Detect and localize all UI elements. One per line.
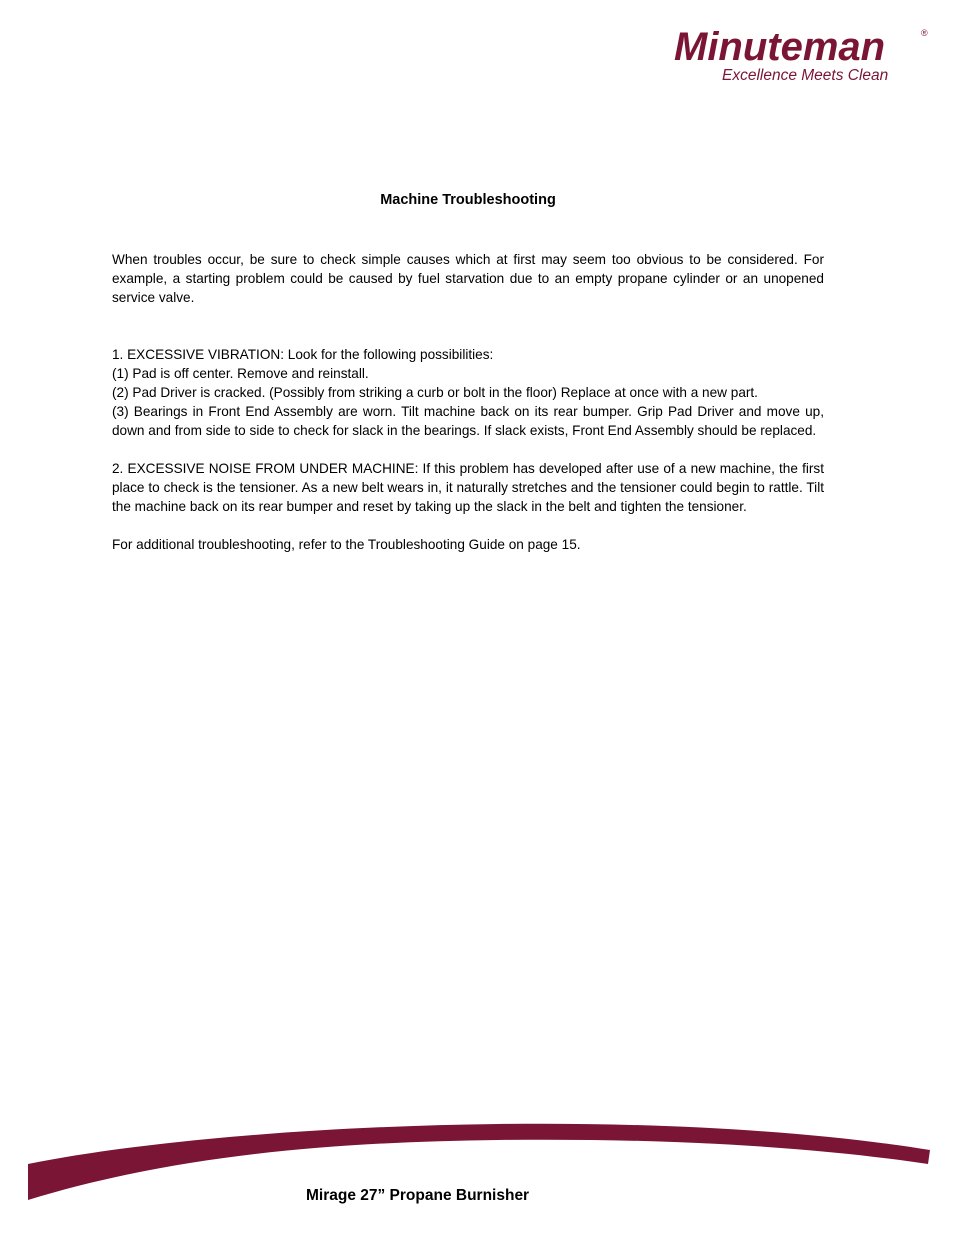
section-1-item-1: (1) Pad is off center. Remove and reinstall.: [112, 366, 369, 381]
document-body: [112, 250, 824, 554]
section-1-item-2: (2) Pad Driver is cracked. (Possibly from striking a curb or bolt in the floor) Replace at once with a new part.: [112, 385, 758, 400]
minuteman-logo: [672, 26, 934, 86]
registered-mark: ®: [921, 28, 928, 38]
page-title: Machine Troubleshooting: [380, 192, 556, 208]
minuteman-logo-graphic: [672, 26, 934, 86]
section-1-title: 1. EXCESSIVE VIBRATION: Look for the following possibilities:: [112, 347, 494, 362]
footer-product-title: Mirage 27” Propane Burnisher: [306, 1187, 530, 1204]
brand-wordmark: Minuteman: [674, 26, 886, 69]
additional-troubleshooting-note: For additional troubleshooting, refer to the Troubleshooting Guide on page 15.: [112, 537, 581, 552]
section-excessive-noise: 2. EXCESSIVE NOISE FROM UNDER MACHINE: If this problem has developed after use of a new machine, the first place to check is the tensioner. As a new belt wears in, it naturally stretches and the tensioner could begin to rattle. Tilt the machine back on its rear bumper and reset by taking up the slack in the belt and tighten the tensioner.: [112, 461, 824, 514]
brand-tagline: Excellence Meets Clean: [722, 67, 889, 84]
intro-paragraph: When troubles occur, be sure to check simple causes which at first may seem too obvious to be considered. For example, a starting problem could be caused by fuel starvation due to an empty propane cylinder or an unopened service valve.: [112, 252, 824, 305]
section-1-item-3: (3) Bearings in Front End Assembly are worn. Tilt machine back on its rear bumper. Grip Pad Driver and move up, down and from side to side to check for slack in the bearings. If slack exists, Front End Assembly should be replaced.: [112, 404, 824, 438]
section-excessive-vibration: [112, 345, 824, 440]
